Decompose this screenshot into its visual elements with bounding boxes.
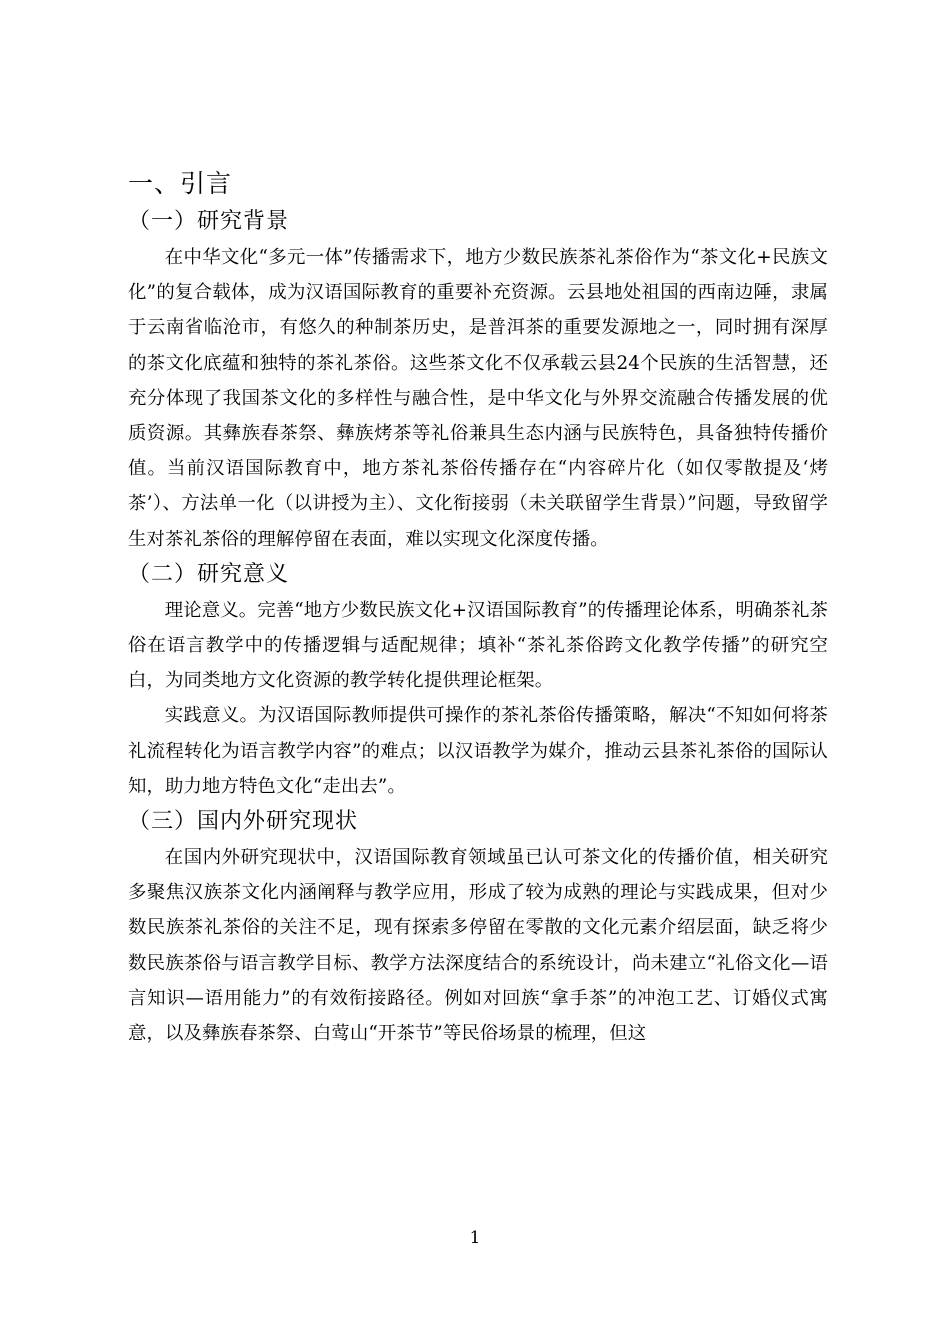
page-number: 1: [469, 1228, 481, 1248]
paragraph-background: 在中华文化“多元一体”传播需求下，地方少数民族茶礼茶俗作为“茶文化+民族文化”的复合载体，成为汉语国际教育的重要补充资源。云县地处祖国的西南边陲，隶属于云南省临沧市，有悠久的种制茶历史，是普洱茶的重要发源地之一，同时拥有深厚的茶文化底蕴和独特的茶礼茶俗。这些茶文化不仅承载云县24个民族的生活智慧，还充分体现了我国茶文化的多样性与融合性，是中华文化与外界交流融合传播发展的优质资源。其彝族春茶祭、彝族烤茶等礼俗兼具生态内涵与民族特色，具备独特传播价值。当前汉语国际教育中，地方茶礼茶俗传播存在“内容碎片化（如仅零散提及‘烤茶’）、方法单一化（以讲授为主）、文化衔接弱（未关联留学生背景）”问题，导致留学生对茶礼茶俗的理解停留在表面，难以实现文化深度传播。: [128, 247, 828, 550]
section-heading-background: （一）研究背景: [128, 209, 290, 234]
page-content: [128, 164, 828, 1051]
paragraph-practical-significance: 实践意义。为汉语国际教师提供可操作的茶礼茶俗传播策略，解决“不知如何将茶礼流程转化为语言教学内容”的难点；以汉语教学为媒介，推动云县茶礼茶俗的国际认知，助力地方特色文化“走出去”。: [128, 705, 828, 797]
paragraph-research-status: 在国内外研究现状中，汉语国际教育领域虽已认可茶文化的传播价值，相关研究多聚焦汉族茶文化内涵阐释与教学应用，形成了较为成熟的理论与实践成果，但对少数民族茶礼茶俗的关注不足，现有探索多停留在零散的文化元素介绍层面，缺乏将少数民族茶俗与语言教学目标、教学方法深度结合的系统设计，尚未建立“礼俗文化—语言知识—语用能力”的有效衔接路径。例如对回族“拿手茶”的冲泡工艺、订婚仪式寓意，以及彝族春茶祭、白莺山“开茶节”等民俗场景的梳理，但这: [128, 847, 828, 1045]
section-heading-research-status: （三）国内外研究现状: [128, 809, 359, 835]
section-heading-significance: （二）研究意义: [128, 561, 290, 587]
paragraph-theoretical-significance: 理论意义。完善“地方少数民族文化+汉语国际教育”的传播理论体系，明确茶礼茶俗在语言教学中的传播逻辑与适配规律；填补“茶礼茶俗跨文化教学传播”的研究空白，为同类地方文化资源的教学转化提供理论框架。: [128, 599, 828, 692]
chapter-heading: 一、引言: [128, 169, 233, 198]
